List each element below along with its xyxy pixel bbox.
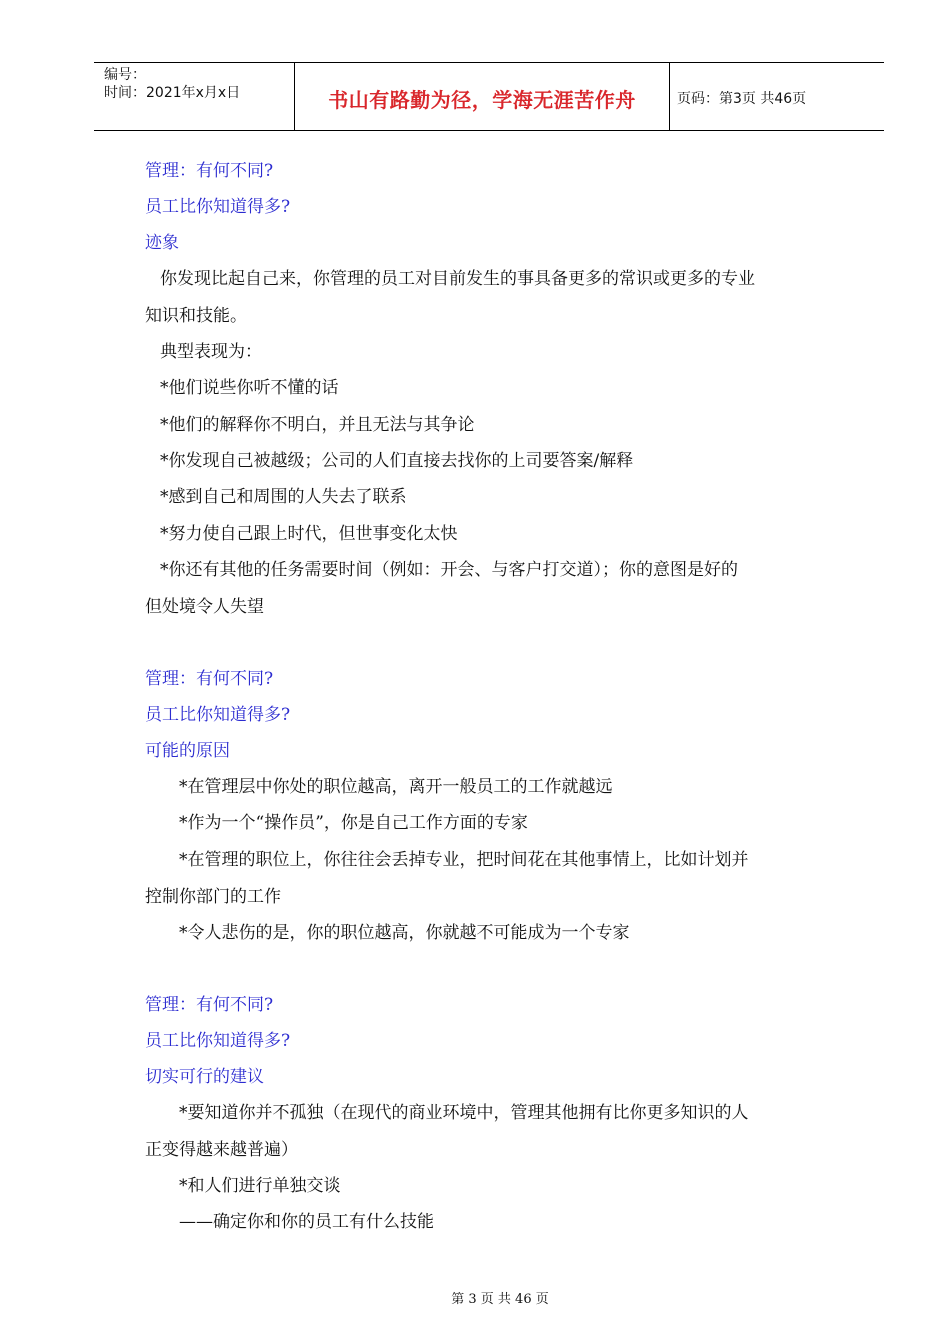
page-number-label: 页码：第3页 共46页 [677,91,807,107]
bullet-line: *在管理的职位上，你往往会丢掉专业，把时间花在其他事情上，比如计划并 [179,850,749,870]
bullet-line: *要知道你并不孤独（在现代的商业环境中，管理其他拥有比你更多知识的人 [179,1103,749,1123]
bullet-line: *你还有其他的任务需要时间（例如：开会、与客户打交道）；你的意图是好的 [160,560,738,580]
section-title: 管理：有何不同? [145,669,274,689]
paragraph-line: 控制你部门的工作 [145,887,281,907]
bullet-line: *令人悲伤的是，你的职位越高，你就越不可能成为一个专家 [179,923,630,943]
paragraph-line: 正变得越来越普遍） [145,1140,298,1160]
section-title: 管理：有何不同? [145,995,274,1015]
section-subtitle: 员工比你知道得多? [145,705,291,725]
header-page-cell [669,63,884,130]
bullet-line: *努力使自己跟上时代，但世事变化太快 [160,524,458,544]
bullet-line: *你发现自己被越级；公司的人们直接去找你的上司要答案/解释 [160,451,634,471]
paragraph-line: 你发现比起自己来，你管理的员工对目前发生的事具备更多的常识或更多的专业 [160,269,755,289]
page-header [94,62,884,131]
bullet-line: *感到自己和周围的人失去了联系 [160,487,407,507]
number-label: 编号： [104,67,146,83]
header-motto-cell [294,63,670,130]
section-heading: 迹象 [145,233,179,253]
page-footer: 第 3 页 共 46 页 [451,1292,549,1307]
bullet-line: *在管理层中你处的职位越高，离开一般员工的工作就越远 [179,777,613,797]
section-heading: 切实可行的建议 [145,1067,264,1087]
paragraph-line: 典型表现为： [160,342,262,362]
bullet-line: *和人们进行单独交谈 [179,1176,341,1196]
section-title: 管理：有何不同? [145,161,274,181]
time-label: 时间：2021年x月x日 [104,85,241,101]
section-heading: 可能的原因 [145,741,230,761]
paragraph-line: 但处境令人失望 [145,597,264,617]
bullet-line: *作为一个“操作员”，你是自己工作方面的专家 [179,813,528,833]
bullet-line: *他们说些你听不懂的话 [160,378,339,398]
motto: 书山有路勤为径，学海无涯苦作舟 [328,88,636,112]
section-subtitle: 员工比你知道得多? [145,197,291,217]
bullet-line: *他们的解释你不明白，并且无法与其争论 [160,415,475,435]
section-subtitle: 员工比你知道得多? [145,1031,291,1051]
header-meta [94,63,294,130]
paragraph-line: 知识和技能。 [145,306,247,326]
bullet-line: ——确定你和你的员工有什么技能 [179,1212,434,1232]
